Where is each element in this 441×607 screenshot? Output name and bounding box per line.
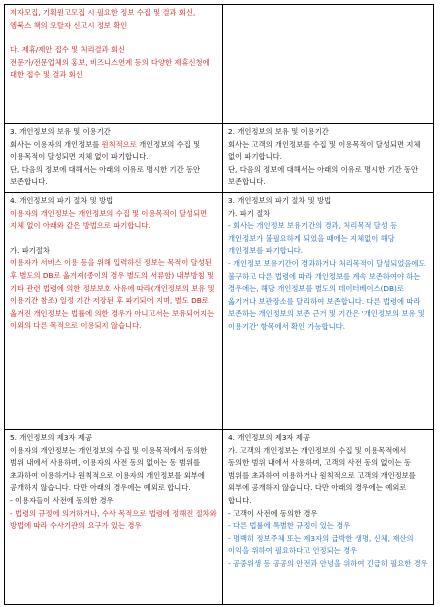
paragraph: 회사는 고객의 개인정보를 수집 및 이용목적이 달성되면 지체 없이 파기합니다. [228,139,421,162]
paragraph [10,233,218,245]
table-row [5,124,434,193]
cell-right [223,193,434,430]
text-run: 회사는 이용자의 개인정보를 [10,139,102,149]
paragraph: 단, 다음의 정보에 대해서는 아래의 이유로 명시한 기간 동안 보존합니다. [10,164,201,187]
comparison-table [4,4,434,605]
table-row [5,5,434,124]
paragraph: 저자모집, 기획원고모집 시 필요한 정보 수집 및 결과 회신, 엠북스 책의 오탈자 신고시 정보 확인 [10,8,196,30]
paragraph: 이용자의 개인정보는 개인정보의 수집 및 이용목적이 달성되면 지체 없이 아래와 같은 방법으로 파기합니다. [10,208,208,231]
paragraph: - 개인정보 보유기간이 경과하거나 처리목적이 달성되었음에도 불구하고 다른 법령에 따라 개인정보를 계속 보존하여야 하는 경우에는, 해당 개인정보를 별도의 데이터베이스(DB)로 옮기거나 보관장소를 달리하여 보존합니다. 다른 법령에 따라 보존하는 개인정보의 보존 근거 및 기간은 '개인정보의 보유 및 이용기간' 항목에서 확인 가능합니다. [228,258,426,331]
paragraph: - 이용자들이 사전에 동의한 경우 [10,495,114,505]
paragraph: 2. 개인정보의 보유 및 이용기간 [228,127,329,136]
paragraph: 5. 개인정보의 제3자 제공 [10,433,93,442]
paragraph: 4. 개인정보의 파기 절차 및 방법 [10,196,114,205]
cell-right [223,430,434,605]
text-run: 개인정보의 수집 및 이용목적이 달성되면 지체 없이 파기합니다. [10,139,201,162]
paragraph: 4. 개인정보의 제3자 제공 [228,433,311,442]
cell-left [5,124,223,193]
cell-left [5,5,223,124]
paragraph: - 다른 법률에 특별한 규정이 있는 경우 [228,521,351,531]
paragraph: - 회사는 개인정보 보유기간의 경과, 처리목적 달성 등 개인정보가 불필요하게 되었을 때에는 지체없이 해당 개인정보를 파기합니다. [228,221,398,256]
paragraph: - 공중위생 등 공공의 안전과 안녕을 위하여 긴급히 필요한 경우 [228,558,428,568]
paragraph [10,32,218,44]
paragraph: - 명백히 정보주체 또는 제3자의 급박한 생명, 신체, 재산의 이익을 위하여 필요하다고 인정되는 경우 [228,533,414,556]
document-page [4,4,434,604]
text-run: 원칙적으로 [101,139,137,149]
paragraph: - 법령의 규정에 의거하거나, 수사 목적으로 법령에 정해진 절차와 방법에 따라 수사기관의 요구가 있는 경우 [10,508,217,531]
paragraph: 이용자의 개인정보는 개인정보의 수집 및 이용목적에서 동의한 범위 내에서 사용하며, 이용자의 사전 동의 없이는 동 범위를 초과하여 이용하거나 원칙적으로 이용자의 개인정보를 외부에 공개하지 않습니다. 다만 아래의 경우에는 예외로 합니다. [10,445,208,493]
cell-right [223,5,434,124]
paragraph: 다. 제휴/제안 접수 및 처리결과 회신 [10,45,126,55]
paragraph: 단, 다음의 정보에 대해서는 아래의 이유로 명시한 기간 동안 보존합니다. [228,164,419,187]
paragraph [10,139,218,164]
paragraph: 가. 파기 절차 [228,208,271,218]
paragraph: 가. 고객의 개인정보는 개인정보의 수집 및 이용목적에서 동의한 범위 내에서 사용하며, 고객의 사전 동의 없이는 동 범위를 초과하여 이용하거나 원칙적으로 고객의 개인정보를 외부에 공개하지 않습니다. 다만 아래의 경우에는 예외로 합니다. [228,445,416,505]
cell-left [5,193,223,430]
paragraph: 가. 파기절차 [10,245,50,255]
paragraph: - 고객이 사전에 동의한 경우 [228,508,318,518]
cell-right [223,124,434,193]
paragraph: 3. 개인정보의 파기 절차 및 방법 [228,196,332,205]
table-row [5,193,434,430]
paragraph: 3. 개인정보의 보유 및 이용기간 [10,127,111,136]
paragraph: 전문가/전문업체의 홍보, 비즈니스연계 등의 다양한 제휴신청에 대한 접수 및 결과 회신 [10,57,210,80]
paragraph: 이용자가 서비스 이용 등을 위해 입력하신 정보는 목적이 달성된 후 별도의 DB로 옮겨져(종이의 경우 별도의 서류함) 내부방침 및 기타 관련 법령에 의한 정보보호 사유에 따라(개인정보의 보유 및 이용기간 참조) 일정 기간 저장된 후 파기되어 지며, 별도 DB로 옮겨진 개인정보는 법률에 의한 경우가 아니고서는 보유되어지는 이외의 다른 목적으로 이용되지 않습니다. [10,258,215,331]
cell-left [5,430,223,605]
table-row [5,430,434,605]
